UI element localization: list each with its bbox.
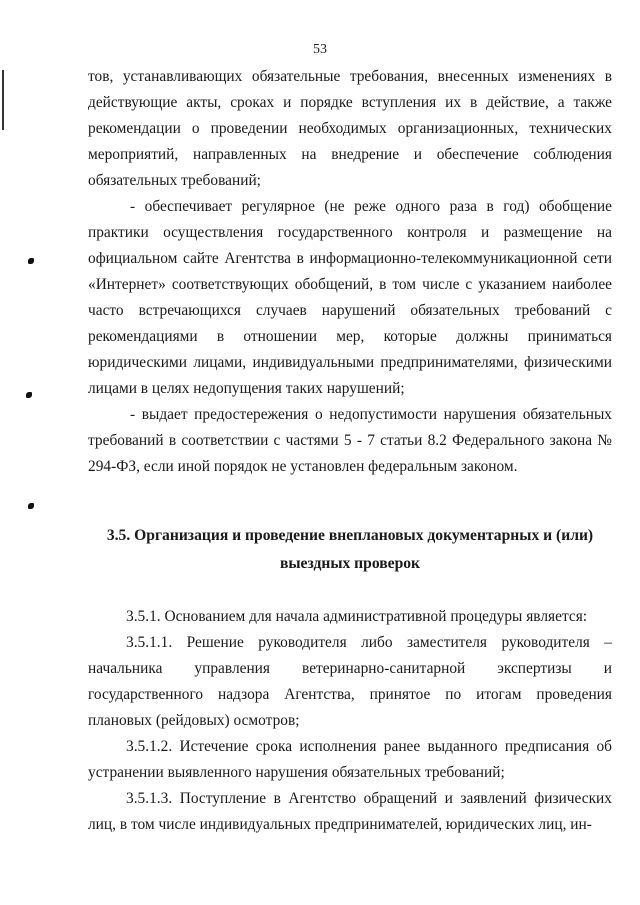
section-heading <box>88 522 612 578</box>
section-heading-line: 3.5. Организация и проведение внеплановых документарных и (или) <box>106 527 594 544</box>
paragraph: тов, устанавливающих обязательные требования, внесенных изменениях в действующие акты, сроках и порядке вступления их в действие, а также рекомендации о проведении необходимых организационных, технических мероприятий, направленных на внедрение и обеспечение соблюдения обязательных требований; <box>88 68 612 189</box>
section-heading-line: выездных проверок <box>279 555 421 572</box>
paragraph: - обеспечивает регулярное (не реже одного раза в год) обобщение практики осуществления государственного контроля и размещение на официальном сайте Агентства в информационно-телекоммуникационной сети «Интернет» соответствующих обобщений, в том числе с указанием наиболее часто встречающихся случаев нарушений обязательных требований с рекомендациями в отношении мер, которые должны приниматься юридическими лицами, индивидуальными предпринимателями, физическими лицами в целях недопущения таких нарушений; <box>88 198 612 397</box>
scan-edge-mark <box>2 70 4 130</box>
paragraph: 3.5.1. Основанием для начала административной процедуры является: <box>126 608 588 625</box>
paragraph: 3.5.1.3. Поступление в Агентство обращений и заявлений физических лиц, в том числе индивидуальных предпринимателей, юридических лиц, ин- <box>88 790 612 833</box>
page-number: 53 <box>313 42 327 57</box>
paragraph: 3.5.1.2. Истечение срока исполнения ранее выданного предписания об устранении выявленного нарушения обязательных требований; <box>88 738 612 781</box>
body-text <box>88 64 612 838</box>
paragraph: - выдает предостережения о недопустимости нарушения обязательных требований в соответствии с частями 5 - 7 статьи 8.2 Федерального закона № 294-ФЗ, если иной порядок не установлен федеральным законом. <box>88 406 612 475</box>
scan-artifact <box>28 503 34 509</box>
scan-artifact <box>26 392 32 398</box>
paragraph: 3.5.1.1. Решение руководителя либо заместителя руководителя – начальника управления ветеринарно-санитарной экспертизы и государственного надзора Агентства, принятое по итогам проведения плановых (рейдовых) осмотров; <box>88 634 612 729</box>
scan-artifact <box>28 258 34 264</box>
